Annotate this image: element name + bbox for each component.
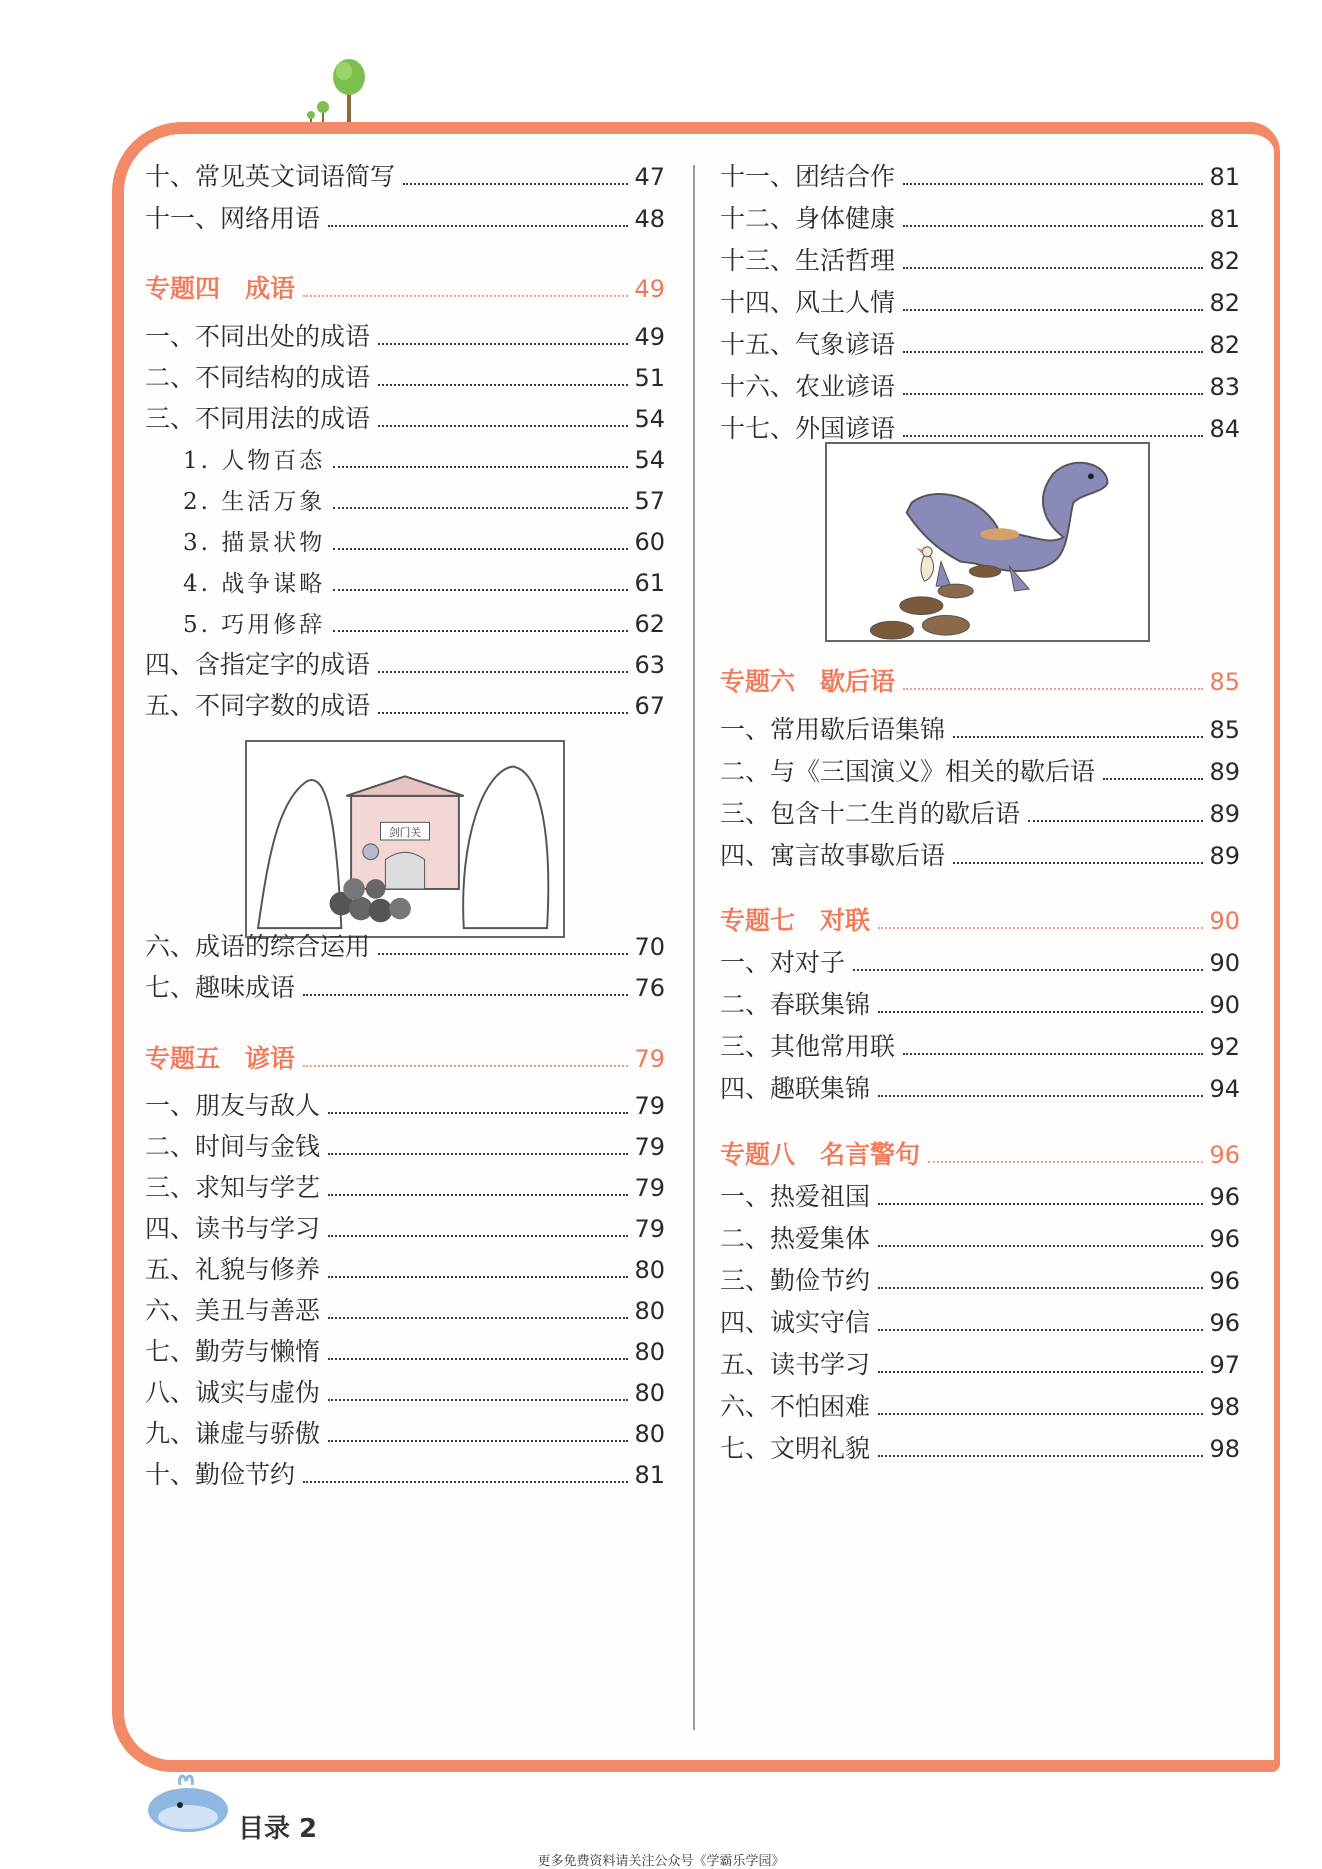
entry-title: 3. 描景状物 [183,530,326,556]
entry-title: 一、朋友与敌人 [145,1091,321,1120]
toc-entry [720,1072,1240,1106]
entry-title: 4. 战争谋略 [183,571,326,597]
entry-title: 七、勤劳与懒惰 [145,1337,321,1366]
entry-title: 六、成语的综合运用 [145,932,371,961]
entry-page: 94 [1209,1075,1240,1103]
topic-page: 79 [634,1045,665,1073]
toc-entry [145,930,665,964]
column-divider [693,165,695,1730]
toc-entry [720,1348,1240,1382]
toc-entry [720,370,1240,404]
toc-subentry [183,484,665,519]
entry-title: 十五、气象谚语 [720,330,896,359]
topic-title: 专题八 名言警句 [720,1140,921,1169]
toc-entry [720,713,1240,747]
entry-title: 一、热爱祖国 [720,1182,871,1211]
toc-entry [145,648,665,682]
toc-entry [145,202,665,236]
toc-entry [720,755,1240,789]
entry-title: 1. 人物百态 [183,448,326,474]
topic-heading [720,665,1240,699]
toc-entry [145,1130,665,1164]
toc-entry [145,1335,665,1369]
entry-title: 二、春联集锦 [720,990,871,1019]
topic-title: 专题四 成语 [145,274,296,303]
entry-page: 82 [1209,331,1240,359]
toc-subentry [183,566,665,601]
toc-entry [145,1417,665,1451]
toc-entry [145,320,665,354]
toc-entry [720,1306,1240,1340]
entry-page: 76 [634,974,665,1002]
entry-page: 57 [634,487,665,515]
toc-entry [720,1432,1240,1466]
topic-title: 专题七 对联 [720,906,871,935]
toc-entry [145,689,665,723]
entry-page: 96 [1209,1267,1240,1295]
page-label: 目录 2 [238,1814,318,1844]
toc-entry [720,244,1240,278]
entry-page: 98 [1209,1435,1240,1463]
entry-page: 80 [634,1420,665,1448]
toc-entry [720,286,1240,320]
entry-title: 四、趣联集锦 [720,1074,871,1103]
entry-title: 四、含指定字的成语 [145,650,371,679]
entry-page: 85 [1209,716,1240,744]
entry-page: 79 [634,1215,665,1243]
entry-page: 49 [634,323,665,351]
toc-entry [720,1390,1240,1424]
toc-entry [145,160,665,194]
entry-title: 十、常见英文词语简写 [145,162,396,191]
entry-page: 80 [634,1379,665,1407]
toc-entry [720,1030,1240,1064]
toc-entry [145,1089,665,1123]
entry-title: 十、勤俭节约 [145,1460,296,1489]
entry-page: 89 [1209,758,1240,786]
entry-page: 82 [1209,247,1240,275]
entry-page: 82 [1209,289,1240,317]
entry-title: 十七、外国谚语 [720,414,896,443]
toc-entry [145,1376,665,1410]
entry-page: 83 [1209,373,1240,401]
entry-title: 一、对对子 [720,948,846,977]
entry-title: 十三、生活哲理 [720,246,896,275]
toc-entry [720,1264,1240,1298]
toc-entry [145,1171,665,1205]
entry-page: 84 [1209,415,1240,443]
topic-page: 96 [1209,1141,1240,1169]
topic-page: 90 [1209,907,1240,935]
entry-title: 六、美丑与善恶 [145,1296,321,1325]
toc-entry [145,361,665,395]
entry-title: 十一、团结合作 [720,162,896,191]
entry-page: 90 [1209,949,1240,977]
entry-page: 63 [634,651,665,679]
entry-title: 一、不同出处的成语 [145,322,371,351]
entry-title: 五、读书学习 [720,1350,871,1379]
toc-entry [145,1458,665,1492]
topic-heading [720,904,1240,938]
entry-page: 51 [634,364,665,392]
entry-title: 三、包含十二生肖的歇后语 [720,799,1021,828]
entry-page: 80 [634,1256,665,1284]
entry-title: 四、读书与学习 [145,1214,321,1243]
entry-title: 十六、农业谚语 [720,372,896,401]
gate-sign: 剑门关 [388,826,422,840]
entry-title: 三、勤俭节约 [720,1266,871,1295]
entry-title: 二、时间与金钱 [145,1132,321,1161]
entry-page: 54 [634,405,665,433]
entry-title: 十四、风土人情 [720,288,896,317]
entry-page: 47 [634,163,665,191]
entry-title: 三、其他常用联 [720,1032,896,1061]
whale-icon [140,1765,236,1835]
mountain-gate-illustration [245,740,565,938]
entry-title: 一、常用歇后语集锦 [720,715,946,744]
entry-page: 81 [634,1461,665,1489]
entry-page: 62 [634,610,665,638]
entry-page: 80 [634,1297,665,1325]
entry-title: 三、求知与学艺 [145,1173,321,1202]
entry-title: 十一、网络用语 [145,204,321,233]
entry-title: 九、谦虚与骄傲 [145,1419,321,1448]
topic-heading [720,1138,1240,1172]
entry-page: 79 [634,1174,665,1202]
entry-title: 四、寓言故事歇后语 [720,841,946,870]
toc-entry [145,1253,665,1287]
entry-title: 十二、身体健康 [720,204,896,233]
footnote: 更多免费资料请关注公众号《学霸乐学园》 [537,1854,785,1869]
toc-subentry [183,443,665,478]
toc-subentry [183,525,665,560]
entry-page: 98 [1209,1393,1240,1421]
topic-page: 49 [634,275,665,303]
entry-page: 48 [634,205,665,233]
toc-entry [720,160,1240,194]
topic-heading [145,1042,665,1076]
entry-page: 79 [634,1133,665,1161]
entry-title: 八、诚实与虚伪 [145,1378,321,1407]
entry-page: 80 [634,1338,665,1366]
topic-page: 85 [1209,668,1240,696]
toc-entry [720,839,1240,873]
entry-page: 89 [1209,800,1240,828]
toc-entry [720,1222,1240,1256]
entry-page: 60 [634,528,665,556]
entry-title: 二、不同结构的成语 [145,363,371,392]
toc-entry [145,971,665,1005]
toc-entry [720,797,1240,831]
toc-entry [720,202,1240,236]
entry-title: 2. 生活万象 [183,489,326,515]
toc-entry [720,988,1240,1022]
entry-page: 90 [1209,991,1240,1019]
toc-entry [720,1180,1240,1214]
tree-icon [300,55,400,130]
toc-entry [145,402,665,436]
entry-title: 二、热爱集体 [720,1224,871,1253]
entry-page: 96 [1209,1183,1240,1211]
topic-heading [145,272,665,306]
entry-page: 81 [1209,163,1240,191]
entry-page: 67 [634,692,665,720]
toc-entry [145,1212,665,1246]
entry-title: 六、不怕困难 [720,1392,871,1421]
entry-page: 92 [1209,1033,1240,1061]
toc-entry [720,412,1240,446]
entry-title: 四、诚实守信 [720,1308,871,1337]
entry-page: 96 [1209,1225,1240,1253]
toc-entry [720,328,1240,362]
entry-title: 三、不同用法的成语 [145,404,371,433]
topic-title: 专题六 歇后语 [720,667,896,696]
entry-title: 二、与《三国演义》相关的歇后语 [720,757,1096,786]
entry-page: 61 [634,569,665,597]
entry-page: 96 [1209,1309,1240,1337]
entry-page: 79 [634,1092,665,1120]
toc-subentry [183,607,665,642]
toc-entry [720,946,1240,980]
entry-page: 97 [1209,1351,1240,1379]
entry-title: 七、文明礼貌 [720,1434,871,1463]
entry-title: 五、不同字数的成语 [145,691,371,720]
entry-page: 70 [634,933,665,961]
entry-title: 五、礼貌与修养 [145,1255,321,1284]
entry-title: 七、趣味成语 [145,973,296,1002]
entry-title: 5. 巧用修辞 [183,612,326,638]
topic-title: 专题五 谚语 [145,1044,296,1073]
entry-page: 81 [1209,205,1240,233]
entry-page: 89 [1209,842,1240,870]
dinosaur-illustration [825,442,1150,642]
entry-page: 54 [634,446,665,474]
toc-entry [145,1294,665,1328]
